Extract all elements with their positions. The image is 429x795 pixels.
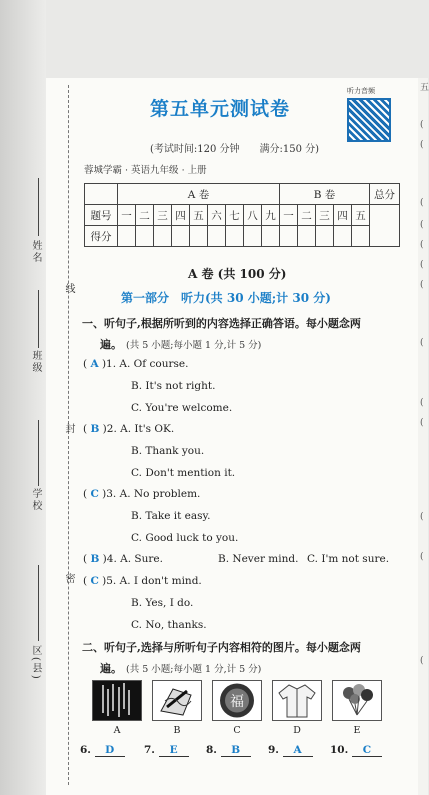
next-page-mark: ( [420, 398, 424, 408]
a-section-header: A 卷 [118, 184, 280, 205]
total-score-cell[interactable] [370, 205, 400, 247]
instruction-1: 一、听句子,根据所听到的内容选择正确答语。每小题念两 [82, 317, 361, 330]
binding-label-seal: 封 [63, 423, 74, 435]
option-5c: C. No, thanks. [131, 619, 207, 631]
option-3c: C. Good luck to you. [131, 532, 239, 544]
answer-blank-9: 9. A [268, 744, 313, 757]
series-label: 蓉城学霸 · 英语九年级 · 上册 [84, 165, 207, 176]
option-1b: B. It's not right. [131, 380, 216, 392]
a-col: 六 [208, 205, 226, 226]
part-one-title: 第一部分 听力(共 30 小题;计 30 分) [121, 291, 331, 305]
answer-blank-10: 10. C [330, 744, 382, 757]
next-page-mark: ( [420, 656, 424, 666]
b-col: 一 [280, 205, 298, 226]
score-cell[interactable] [334, 226, 352, 247]
a-col: 四 [172, 205, 190, 226]
answer-2[interactable]: B [90, 423, 100, 435]
answer-10[interactable]: C [352, 744, 382, 757]
option-2b: B. Thank you. [131, 445, 205, 457]
binding-label-line: 线 [63, 283, 74, 295]
next-page-mark: ( [420, 220, 424, 230]
a-col: 七 [226, 205, 244, 226]
coin-icon[interactable] [212, 680, 262, 721]
answer-9[interactable]: A [283, 744, 313, 757]
school-label: 学校 [30, 488, 41, 512]
score-table [84, 183, 400, 247]
instruction-2-note: (共 5 小题;每小题 1 分,计 5 分) [126, 664, 262, 675]
question-4: ( B )4. A. Sure. [83, 553, 163, 565]
school-field[interactable] [38, 420, 39, 486]
score-cell[interactable] [226, 226, 244, 247]
a-col: 八 [244, 205, 262, 226]
binding-line [68, 85, 69, 785]
option-2c: C. Don't mention it. [131, 467, 236, 479]
score-cell[interactable] [154, 226, 172, 247]
b-col: 五 [352, 205, 370, 226]
qr-label: 听力音频 [347, 87, 375, 95]
option-5b: B. Yes, I do. [131, 597, 194, 609]
district-field[interactable] [38, 565, 39, 641]
answer-3[interactable]: C [90, 488, 99, 500]
balloons-icon[interactable] [332, 680, 382, 721]
next-page-mark: ( [420, 120, 424, 130]
a-col: 一 [118, 205, 136, 226]
score-cell[interactable] [298, 226, 316, 247]
answer-4[interactable]: B [90, 553, 100, 565]
binding-label-secret: 密 [63, 573, 74, 585]
option-4b: B. Never mind. [218, 553, 299, 565]
jacket-icon[interactable] [272, 680, 322, 721]
instruction-2: 二、听句子,选择与所听句子内容相符的图片。每小题念两 [82, 641, 361, 654]
a-col: 三 [154, 205, 172, 226]
option-4c: C. I'm not sure. [307, 553, 390, 565]
district-label: 区(县) [30, 645, 41, 681]
next-page-mark: 五 [420, 83, 429, 93]
picture-label-d: D [293, 725, 301, 736]
class-field[interactable] [38, 290, 39, 348]
next-page-mark: ( [420, 280, 424, 290]
question-3: ( C )3. A. No problem. [83, 488, 201, 500]
total-header: 总分 [370, 184, 400, 205]
score-label: 得分 [85, 226, 118, 247]
exam-info: (考试时间:120 分钟 满分:150 分) [150, 144, 320, 155]
class-label: 班级 [30, 350, 41, 374]
page-title: 第五单元测试卷 [150, 98, 291, 120]
barcode-icon[interactable] [92, 680, 142, 721]
qr-code-icon[interactable] [347, 98, 391, 142]
name-field[interactable] [38, 178, 39, 236]
answer-1[interactable]: A [90, 358, 99, 370]
score-cell[interactable] [262, 226, 280, 247]
next-page-mark: ( [420, 140, 424, 150]
name-label: 姓名 [30, 240, 41, 264]
score-cell[interactable] [352, 226, 370, 247]
coin-text: 福 [230, 694, 244, 710]
a-col: 九 [262, 205, 280, 226]
next-page-mark: ( [420, 552, 424, 562]
next-page-mark: ( [420, 512, 424, 522]
score-cell[interactable] [244, 226, 262, 247]
next-page-edge [418, 78, 428, 795]
next-page-mark: ( [420, 338, 424, 348]
score-cell[interactable] [208, 226, 226, 247]
b-col: 三 [316, 205, 334, 226]
question-number-label: 题号 [85, 205, 118, 226]
question-5: ( C )5. A. I don't mind. [83, 575, 202, 587]
score-cell[interactable] [136, 226, 154, 247]
score-cell[interactable] [190, 226, 208, 247]
b-col: 二 [298, 205, 316, 226]
picture-label-c: C [233, 725, 241, 736]
next-page-mark: ( [420, 198, 424, 208]
picture-label-a: A [113, 725, 121, 736]
answer-7[interactable]: E [159, 744, 189, 757]
picture-label-e: E [353, 725, 361, 736]
option-1c: C. You're welcome. [131, 402, 233, 414]
next-page-mark: ( [420, 260, 424, 270]
table-corner [85, 184, 118, 205]
score-cell[interactable] [280, 226, 298, 247]
instruction-2-cont: 遍。 [100, 662, 122, 675]
question-2: ( B )2. A. It's OK. [83, 423, 175, 435]
instruction-1-note: (共 5 小题;每小题 1 分,计 5 分) [126, 340, 262, 351]
drawing-icon[interactable] [152, 680, 202, 721]
a-col: 五 [190, 205, 208, 226]
next-page-mark: ( [420, 240, 424, 250]
option-3b: B. Take it easy. [131, 510, 211, 522]
score-cell[interactable] [316, 226, 334, 247]
answer-blank-7: 7. E [144, 744, 189, 757]
answer-8[interactable]: B [221, 744, 251, 757]
question-1: ( A )1. A. Of course. [83, 358, 189, 370]
next-page-mark: ( [420, 418, 424, 428]
answer-blank-6: 6. D [80, 744, 125, 757]
picture-label-b: B [173, 725, 181, 736]
b-section-header: B 卷 [280, 184, 370, 205]
a-col: 二 [136, 205, 154, 226]
answer-5[interactable]: C [90, 575, 99, 587]
instruction-1-cont: 遍。 [100, 338, 122, 351]
answer-blank-8: 8. B [206, 744, 251, 757]
b-col: 四 [334, 205, 352, 226]
score-cell[interactable] [172, 226, 190, 247]
score-cell[interactable] [118, 226, 136, 247]
section-a-title: A 卷 (共 100 分) [188, 267, 287, 281]
answer-6[interactable]: D [95, 744, 125, 757]
